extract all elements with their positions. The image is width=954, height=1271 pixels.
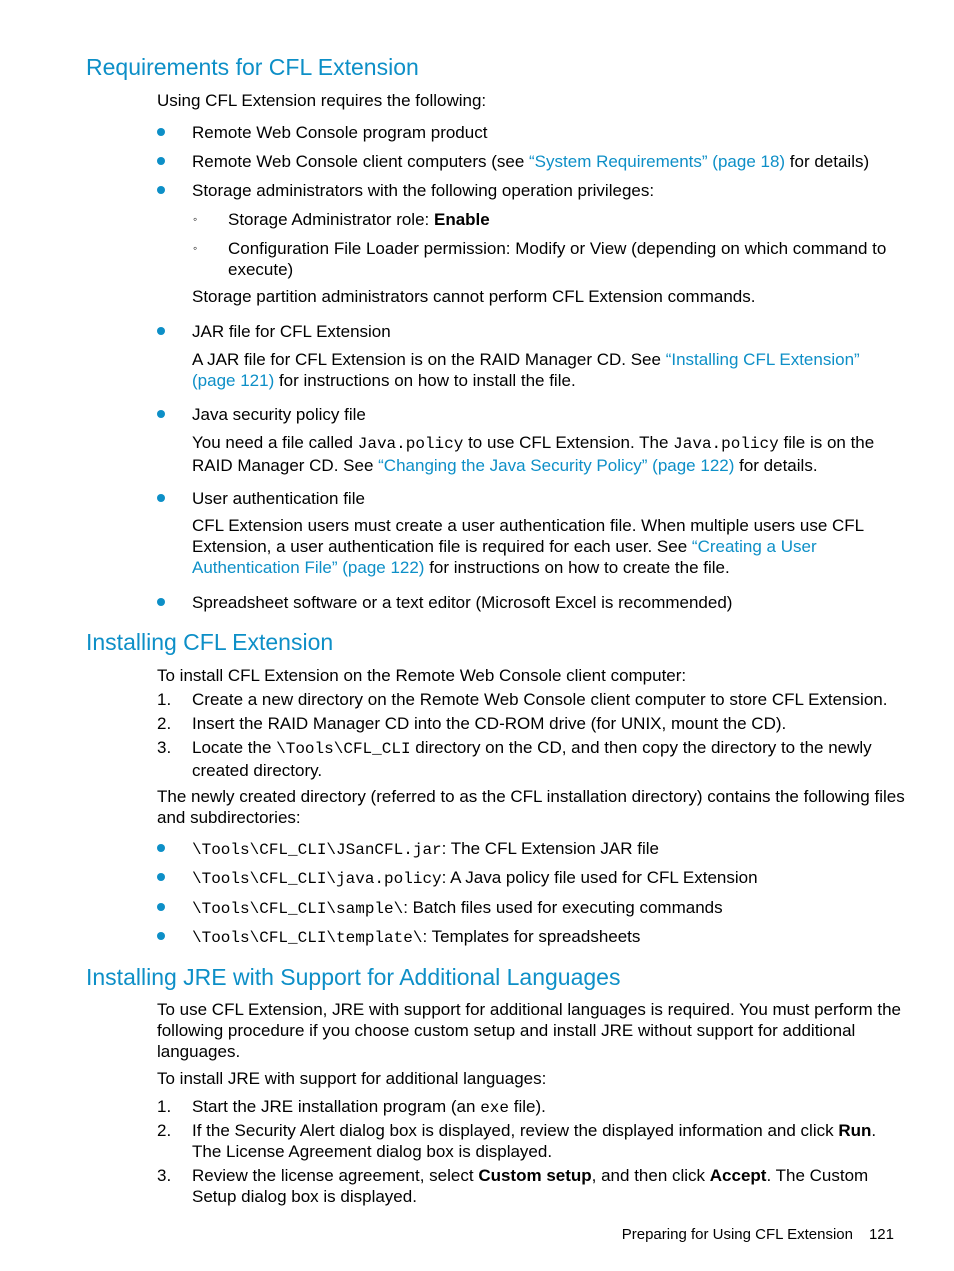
user-auth-file-link[interactable]: “Creating a User Authentication File” (page 122): [192, 537, 817, 577]
intro-text: To install JRE with support for additional languages:: [157, 1069, 547, 1088]
file-description: : The CFL Extension JAR file: [441, 839, 659, 858]
list-item: Spreadsheet software or a text editor (Microsoft Excel is recommended): [192, 593, 733, 612]
sub-list-item: Configuration File Loader permission: Modify or View (depending on which command to execute): [228, 239, 887, 279]
code-text: \Tools\CFL_CLI: [276, 740, 411, 758]
step-number: 1.: [157, 1097, 172, 1116]
step-number: 3.: [157, 738, 172, 757]
list-item: Remote Web Console program product: [192, 123, 488, 142]
list-item-description: [192, 432, 902, 476]
bullet-icon: [157, 186, 165, 194]
list-item-text: Remote Web Console client computers (see: [192, 152, 530, 171]
section-heading-installing-cfl: Installing CFL Extension: [86, 629, 334, 655]
sub-list-item: [228, 209, 908, 230]
step-text: [192, 1120, 902, 1162]
list-item-text: for details): [785, 152, 870, 171]
bullet-icon: [157, 932, 165, 940]
file-list-item: [192, 926, 902, 949]
intro-text: To use CFL Extension, JRE with support for additional languages is required. You must perform the following procedure if you choose custom setup and install JRE without support for additional languages.: [157, 1000, 901, 1061]
list-item: Storage administrators with the following operation privileges:: [192, 181, 655, 200]
installing-cfl-link[interactable]: “Installing CFL Extension” (page 121): [192, 350, 860, 390]
bullet-icon: [157, 128, 165, 136]
description-text: to use CFL Extension. The: [463, 433, 674, 452]
bullet-icon: [157, 410, 165, 418]
code-text: Java.policy: [673, 435, 779, 453]
list-item-description: [192, 349, 902, 391]
description-text: for instructions on how to create the file.: [424, 558, 730, 577]
note-text: Storage partition administrators cannot perform CFL Extension commands.: [192, 287, 756, 306]
system-requirements-link[interactable]: “System Requirements” (page 18): [529, 152, 786, 171]
description-text: file is on the RAID Manager CD. See: [192, 433, 875, 475]
code-text: exe: [480, 1099, 509, 1117]
java-security-policy-link[interactable]: “Changing the Java Security Policy” (page 122): [378, 456, 735, 475]
step-number: 1.: [157, 690, 172, 709]
description-text: A JAR file for CFL Extension is on the RAID Manager CD. See: [192, 350, 666, 369]
bullet-icon: [157, 598, 165, 606]
description-text: You need a file called: [192, 433, 358, 452]
file-path: \Tools\CFL_CLI\java.policy: [192, 870, 442, 888]
run-button-label: Run: [838, 1121, 872, 1140]
file-path: \Tools\CFL_CLI\template\: [192, 929, 423, 947]
page-number: 121: [868, 1226, 894, 1243]
bullet-icon: [157, 327, 165, 335]
description-text: CFL Extension users must create a user authentication file. When multiple users use CFL Extension, a user authentication file is required for each user. See: [192, 516, 864, 556]
step-text-part: If the Security Alert dialog box is displayed, review the displayed information and click: [192, 1121, 839, 1140]
intro-text: To install CFL Extension on the Remote Web Console client computer:: [157, 666, 687, 685]
enable-value: Enable: [433, 210, 490, 229]
file-description: : Batch files used for executing commands: [403, 898, 723, 917]
bullet-icon: [157, 873, 165, 881]
code-text: Java.policy: [357, 435, 464, 453]
file-list-item: [192, 838, 902, 861]
paragraph-text: The newly created directory (referred to as the CFL installation directory) contains the following files and subdirectories:: [157, 787, 905, 827]
step-text: [192, 737, 902, 781]
step-text-part: Review the license agreement, select: [192, 1166, 479, 1185]
sub-list-item-text: Storage Administrator role:: [228, 210, 434, 229]
step-text-part: file).: [509, 1097, 546, 1116]
bullet-icon: [157, 157, 165, 165]
list-item: [192, 151, 902, 172]
intro-text: Using CFL Extension requires the following:: [157, 91, 487, 110]
step-text-part: . The License Agreement dialog box is displayed.: [192, 1121, 877, 1161]
step-text: [192, 1096, 902, 1119]
step-text: [192, 1165, 902, 1207]
step-text-part: . The Custom Setup dialog box is displayed.: [192, 1166, 869, 1206]
page-footer: [622, 1224, 894, 1245]
step-text-part: Start the JRE installation program (an: [192, 1097, 481, 1116]
file-description: : Templates for spreadsheets: [422, 927, 641, 946]
bullet-icon: [157, 903, 165, 911]
list-item: JAR file for CFL Extension: [192, 322, 391, 341]
footer-chapter-title: Preparing for Using CFL Extension: [621, 1226, 853, 1243]
file-path: \Tools\CFL_CLI\JSanCFL.jar: [192, 841, 442, 859]
file-list-item: [192, 867, 902, 890]
step-text: Create a new directory on the Remote Web Console client computer to store CFL Extension.: [192, 690, 888, 709]
file-list-item: [192, 897, 902, 920]
list-item: Java security policy file: [192, 405, 366, 424]
bullet-icon: [157, 844, 165, 852]
file-path: \Tools\CFL_CLI\sample\: [192, 900, 404, 918]
description-text: for details.: [734, 456, 818, 475]
step-text-part: , and then click: [591, 1166, 710, 1185]
step-number: 2.: [157, 714, 172, 733]
step-text-part: Locate the: [192, 738, 277, 757]
file-description: : A Java policy file used for CFL Extension: [441, 868, 758, 887]
custom-setup-label: Custom setup: [478, 1166, 592, 1185]
section-heading-requirements: Requirements for CFL Extension: [86, 54, 419, 80]
bullet-icon: [157, 494, 165, 502]
step-number: 2.: [157, 1121, 172, 1140]
step-text-part: directory on the CD, and then copy the directory to the newly created directory.: [192, 738, 872, 780]
step-number: 3.: [157, 1166, 172, 1185]
list-item: User authentication file: [192, 489, 365, 508]
list-item-description: [192, 515, 902, 578]
sub-bullet-icon: ◦: [193, 212, 198, 226]
step-text: Insert the RAID Manager CD into the CD-ROM drive (for UNIX, mount the CD).: [192, 714, 787, 733]
description-text: for instructions on how to install the file.: [274, 371, 576, 390]
sub-bullet-icon: ◦: [193, 241, 198, 255]
section-heading-installing-jre: Installing JRE with Support for Additional Languages: [86, 964, 621, 990]
accept-button-label: Accept: [709, 1166, 767, 1185]
